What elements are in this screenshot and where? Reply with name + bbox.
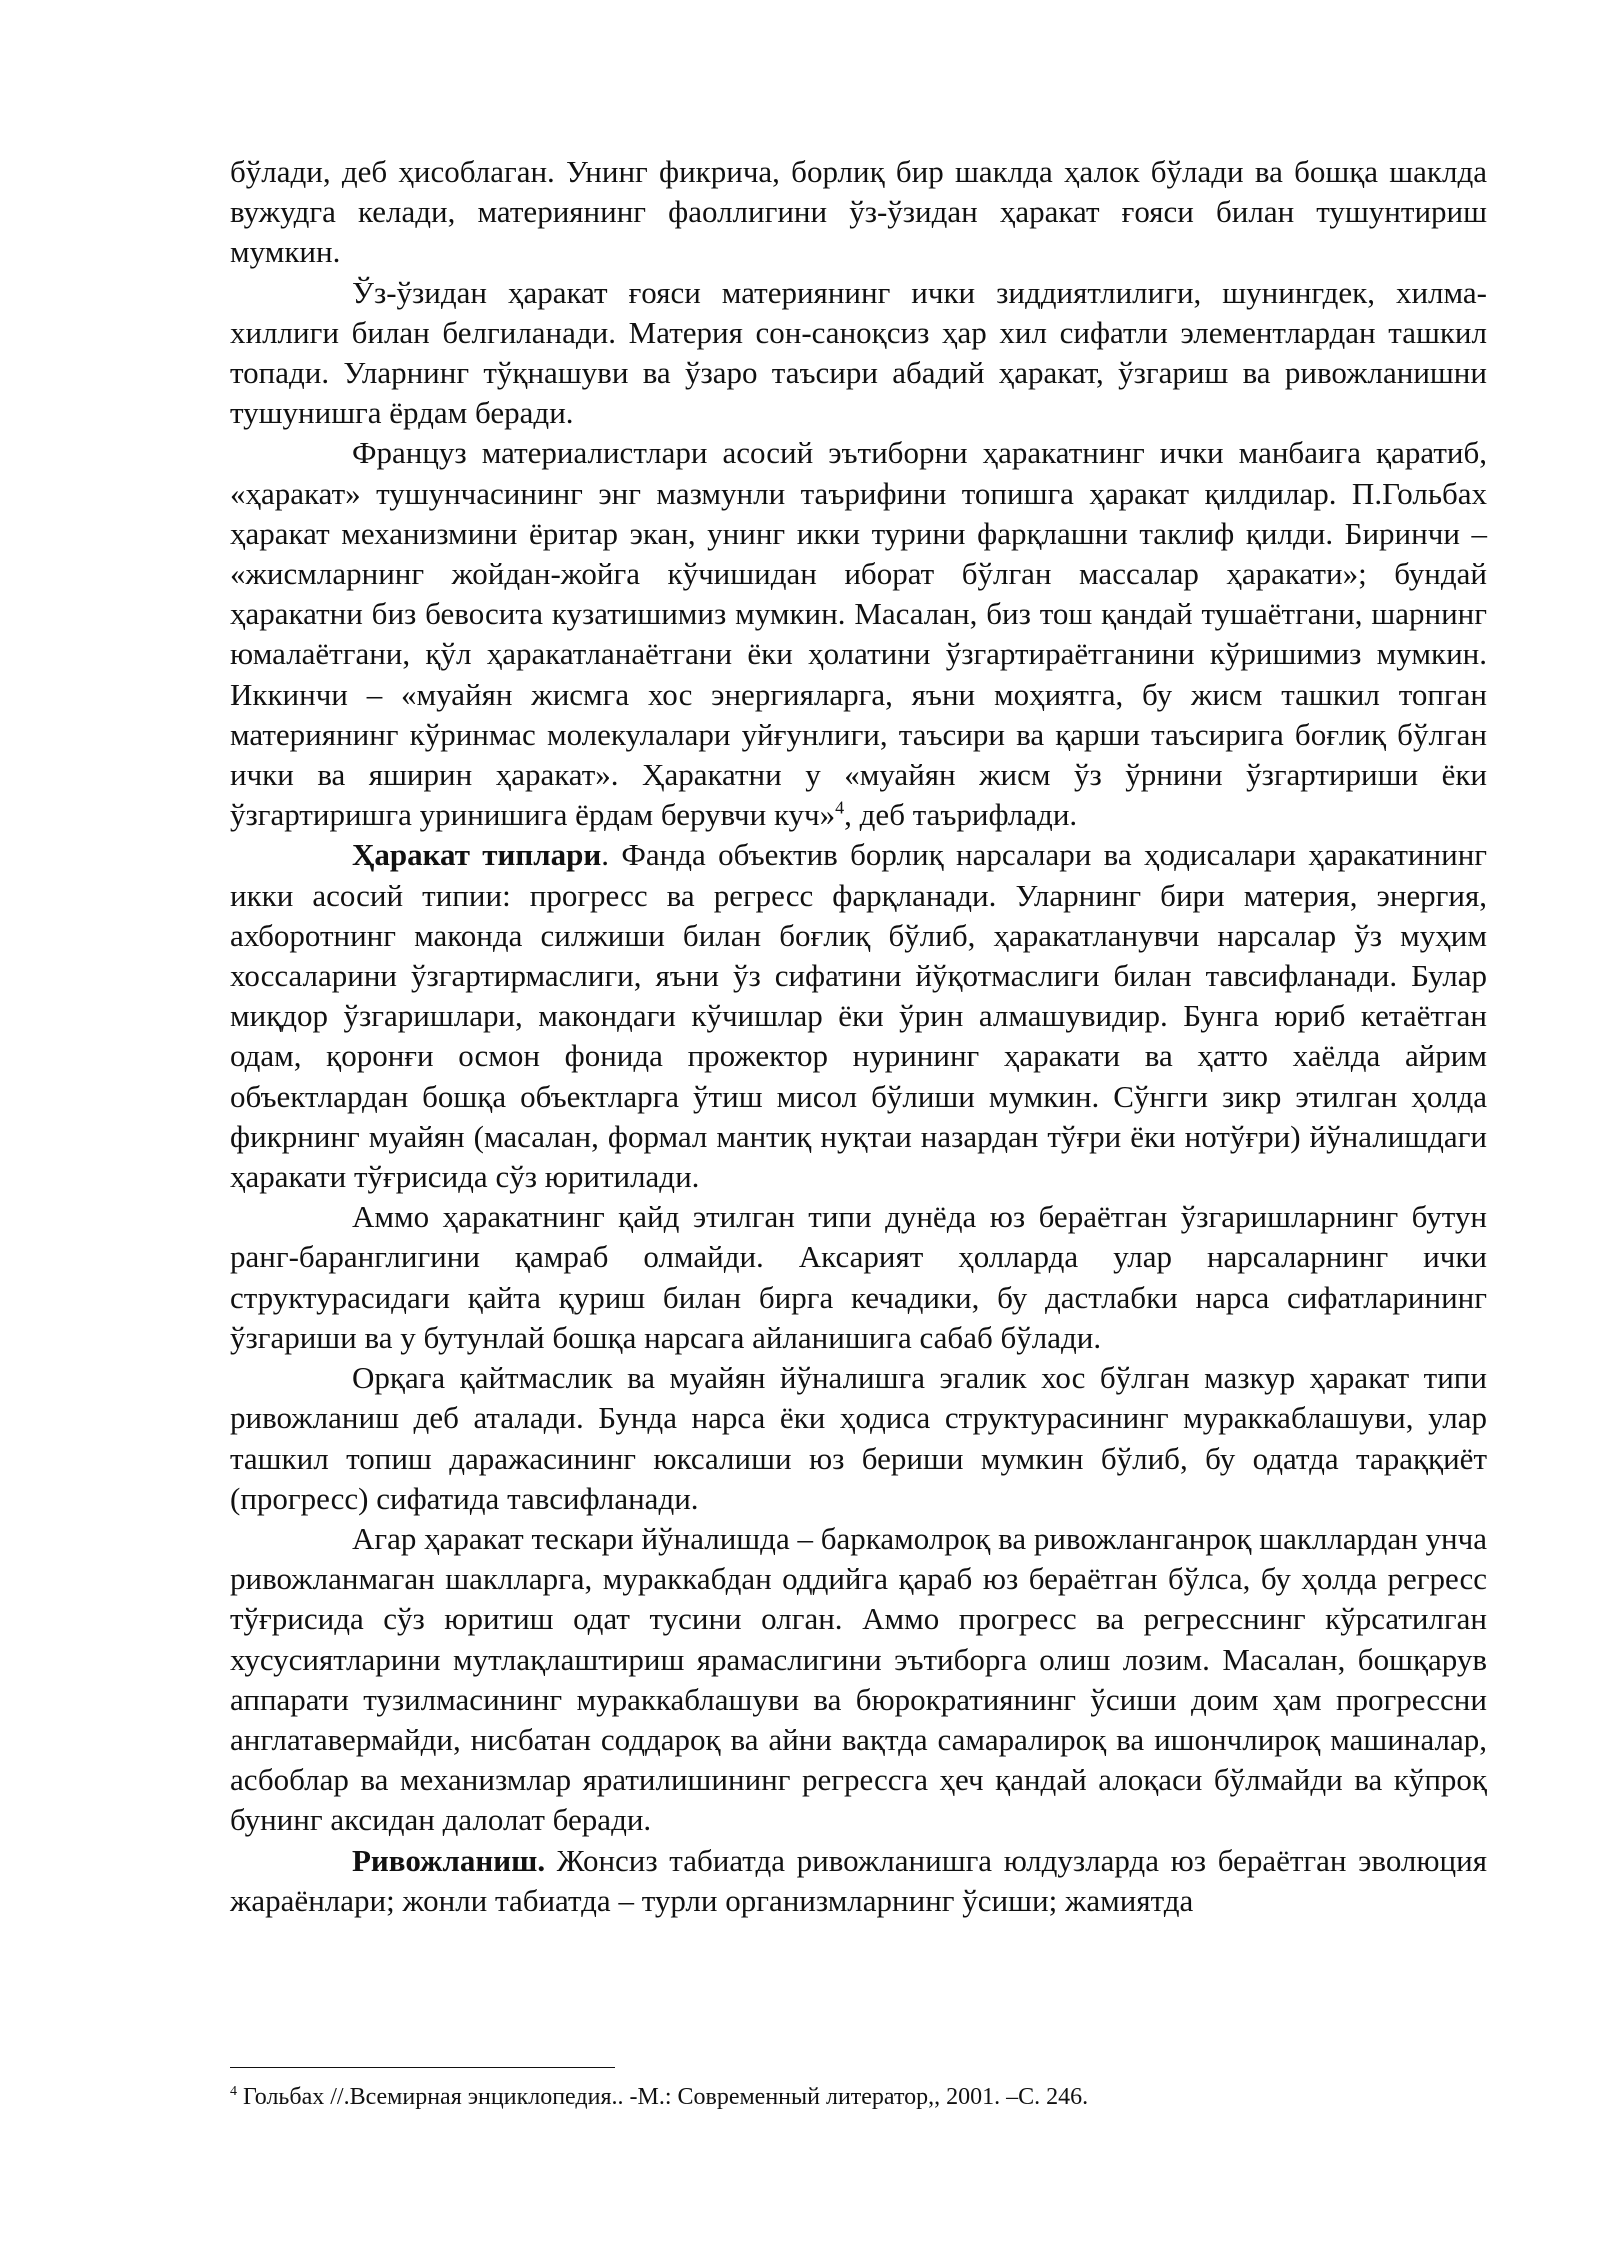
footnote-text: Гольбах //.Всемирная энциклопедия.. -М.: Современный литератор,, 2001. –С. 246. xyxy=(237,2084,1089,2110)
footnote-reference: 4 xyxy=(835,797,845,818)
paragraph-text-continued: , деб таърифлади. xyxy=(844,797,1078,833)
paragraph-text: бўлади, деб ҳисоблаган. Унинг фикрича, борлиқ бир шаклда ҳалок бўлади ва бошқа шаклда вужудга келади, материянинг фаоллигини ўз-ўзидан ҳаракат ғояси билан тушунтириш мумкин. xyxy=(230,154,1487,270)
paragraph-7 xyxy=(230,1519,1487,1841)
paragraph-2 xyxy=(230,273,1487,434)
paragraph-5 xyxy=(230,1197,1487,1358)
footnote-separator xyxy=(230,2067,615,2068)
paragraph-text: . Фанда объектив борлиқ нарсалари ва ҳодисалари ҳаракатининг икки асосий типии: прогресс ва регресс фарқланади. Уларнинг бири материя, энергия, ахборотнинг маконда силжиши билан боғлиқ бўлиб, ҳаракатланувчи нарсалар ўз муҳим хоссаларини ўзгартирмаслиги, яъни ўз сифатини йўқотмаслиги билан тавсифланади. Булар миқдор ўзгаришлари, макондаги кўчишлар ёки ўрин алмашувидир. Бунга юриб кетаётган одам, қоронғи осмон фонида прожектор нурининг ҳаракати ва ҳатто хаёлда айрим объектлардан бошқа объектларга ўтиш мисол бўлиши мумкин. Сўнгги зикр этилган ҳолда фикрнинг муайян (масалан, формал мантиқ нуқтаи назардан тўғри ёки нотўғри) йўналишдаги ҳаракати тўғрисида сўз юритилади. xyxy=(230,837,1488,1195)
body-text xyxy=(230,152,1487,1921)
footnote xyxy=(230,2082,1487,2112)
paragraph-text: Жонсиз табиатда ривожланишга юлдузларда юз бераётган эволюция жараёнлари; жонли табиатда – турли организмларнинг ўсиши; жамиятда xyxy=(230,1842,1487,1918)
paragraph-text: Француз материалистлари асосий эътиборни ҳаракатнинг ички манбаига қаратиб, «ҳаракат» тушунчасининг энг мазмунли таърифини топишга ҳаракат қилдилар. П.Гольбах ҳаракат механизмини ёритар экан, унинг икки турини фарқлашни таклиф қилди. Биринчи – «жисмларнинг жойдан-жойга кўчишидан иборат бўлган массалар ҳаракати»; бундай ҳаракатни биз бевосита кузатишимиз мумкин. Масалан, биз тош қандай тушаётгани, шарнинг юмалаётгани, қўл ҳаракатланаётгани ёки ҳолатини ўзгартираётганини кўришимиз мумкин. Иккинчи – «муайян жисмга хос энергияларга, яъни моҳиятга, бу жисм ташкил топган материянинг кўринмас молекулалари уйғунлиги, таъсири ва қарши таъсирига боғлиқ бўлган ички ва яширин ҳаракат». Ҳаракатни у «муайян жисм ўз ўрнини ўзгартириши ёки ўзгартиришга уринишига ёрдам берувчи куч» xyxy=(230,435,1487,833)
paragraph-text: Орқага қайтмаслик ва муайян йўналишга эгалик хос бўлган мазкур ҳаракат типи ривожланиш деб аталади. Бунда нарса ёки ҳодиса структурасининг мураккаблашуви, улар ташкил топиш даражасининг юксалиши юз бериши мумкин бўлиб, бу одатда тараққиёт (прогресс) сифатида тавсифланади. xyxy=(230,1360,1487,1516)
paragraph-4 xyxy=(230,835,1487,1197)
paragraph-text: Аммо ҳаракатнинг қайд этилган типи дунёда юз бераётган ўзгаришларнинг бутун ранг-баранглигини қамраб олмайди. Аксарият ҳолларда улар нарсаларнинг ички структурасидаги қайта қуриш билан бирга кечадики, бу дастлабки нарса сифатларининг ўзгариши ва у бутунлай бошқа нарсага айланишига сабаб бўлади. xyxy=(230,1199,1487,1355)
paragraph-6 xyxy=(230,1358,1487,1519)
inline-heading: Ҳаракат типлари xyxy=(352,837,602,873)
inline-heading: Ривожланиш. xyxy=(352,1842,546,1878)
paragraph-1 xyxy=(230,152,1487,273)
paragraph-8 xyxy=(230,1841,1487,1921)
footnote-mark: 4 xyxy=(230,2084,237,2099)
paragraph-text: Ўз-ўзидан ҳаракат ғояси материянинг ички зиддиятлилиги, шунингдек, хилма-хиллиги билан белгиланади. Материя сон-саноқсиз ҳар хил сифатли элементлардан ташкил топади. Уларнинг тўқнашуви ва ўзаро таъсири абадий ҳаракат, ўзгариш ва ривожланишни тушунишга ёрдам беради. xyxy=(230,274,1487,431)
paragraph-3 xyxy=(230,433,1487,835)
paragraph-text: Агар ҳаракат тескари йўналишда – баркамолроқ ва ривожланганроқ шакллардан унча ривожланмаган шаклларга, мураккабдан оддийга қараб юз бераётган бўлса, бу ҳолда регресс тўғрисида сўз юритиш одат тусини олган. Аммо прогресс ва регресснинг кўрсатилган хусусиятларини мутлақлаштириш ярамаслигини эътиборга олиш лозим. Масалан, бошқарув аппарати тузилмасининг мураккаблашуви ва бюрократиянинг ўсиши доим ҳам прогрессни англатавермайди, нисбатан соддароқ ва айни вақтда самаралироқ ва ишончлироқ машиналар, асбоблар ва механизмлар яратилишининг регрессга ҳеч қандай алоқаси бўлмайди ва кўпроқ бунинг аксидан далолат беради. xyxy=(230,1520,1487,1838)
